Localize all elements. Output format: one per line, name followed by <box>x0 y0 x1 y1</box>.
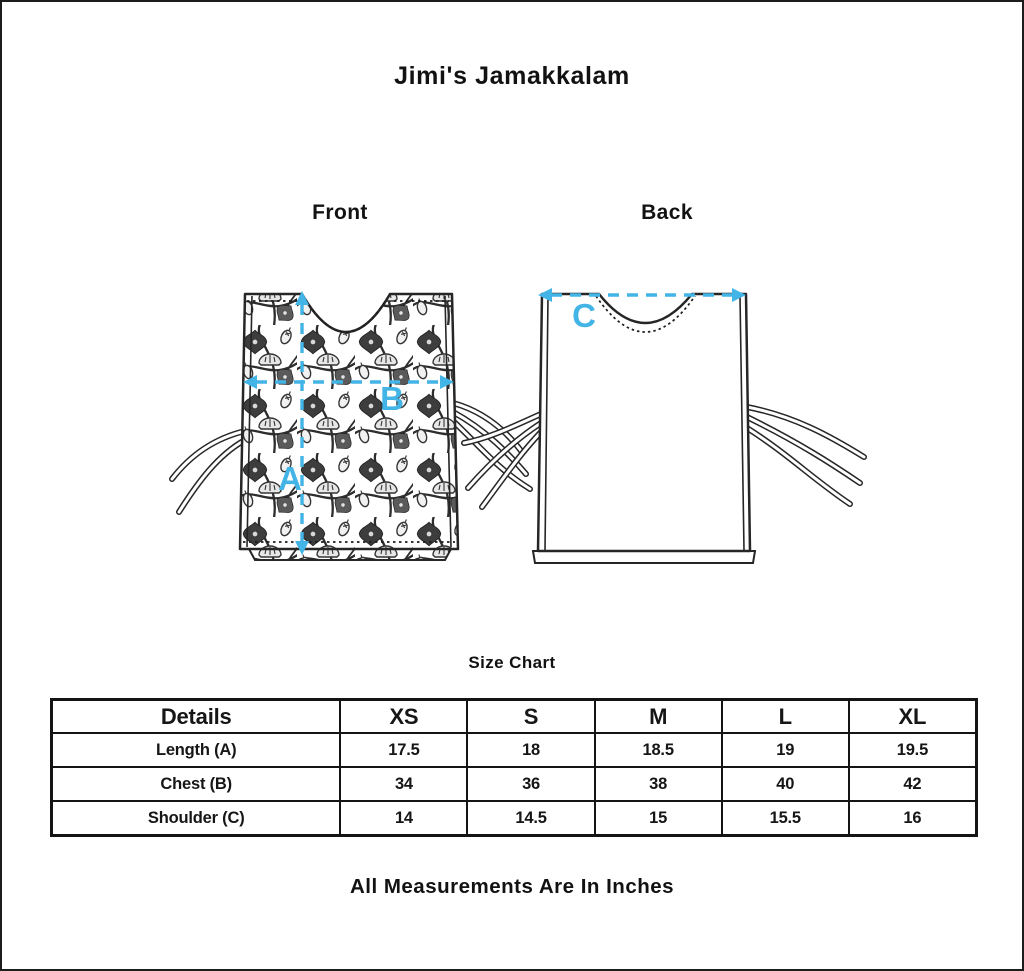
shoulder-l: 15.5 <box>722 801 849 836</box>
column-header-xs: XS <box>340 700 467 734</box>
length-xl: 19.5 <box>849 733 977 767</box>
row-label-chest: Chest (B) <box>52 767 341 801</box>
table-row-chest <box>52 767 977 801</box>
measurement-label-c: C <box>572 297 596 334</box>
measurement-label-b: B <box>380 380 404 417</box>
size-chart-table <box>50 698 978 837</box>
column-header-l: L <box>722 700 849 734</box>
chest-xl: 42 <box>849 767 977 801</box>
column-header-s: S <box>467 700 594 734</box>
chest-l: 40 <box>722 767 849 801</box>
size-chart-table-container <box>50 698 978 837</box>
table-row-length <box>52 733 977 767</box>
column-header-m: M <box>595 700 722 734</box>
length-l: 19 <box>722 733 849 767</box>
shoulder-xs: 14 <box>340 801 467 836</box>
column-header-details: Details <box>52 700 341 734</box>
measurement-label-a: A <box>278 460 302 497</box>
length-m: 18.5 <box>595 733 722 767</box>
row-label-shoulder: Shoulder (C) <box>52 801 341 836</box>
chest-s: 36 <box>467 767 594 801</box>
front-view-label: Front <box>312 201 368 224</box>
shoulder-s: 14.5 <box>467 801 594 836</box>
page-title: Jimi's Jamakkalam <box>394 62 630 90</box>
length-s: 18 <box>467 733 594 767</box>
column-header-xl: XL <box>849 700 977 734</box>
shoulder-xl: 16 <box>849 801 977 836</box>
shoulder-m: 15 <box>595 801 722 836</box>
table-header-row <box>52 700 977 734</box>
table-row-shoulder <box>52 801 977 836</box>
back-view-label: Back <box>641 201 693 224</box>
front-garment-illustration <box>240 294 458 560</box>
row-label-length: Length (A) <box>52 733 341 767</box>
garment-measurement-diagram <box>2 2 1024 642</box>
back-garment-illustration <box>533 294 755 563</box>
length-xs: 17.5 <box>340 733 467 767</box>
measurement-unit-note: All Measurements Are In Inches <box>349 875 675 898</box>
chest-m: 38 <box>595 767 722 801</box>
size-chart-heading: Size Chart <box>468 653 556 672</box>
chest-xs: 34 <box>340 767 467 801</box>
